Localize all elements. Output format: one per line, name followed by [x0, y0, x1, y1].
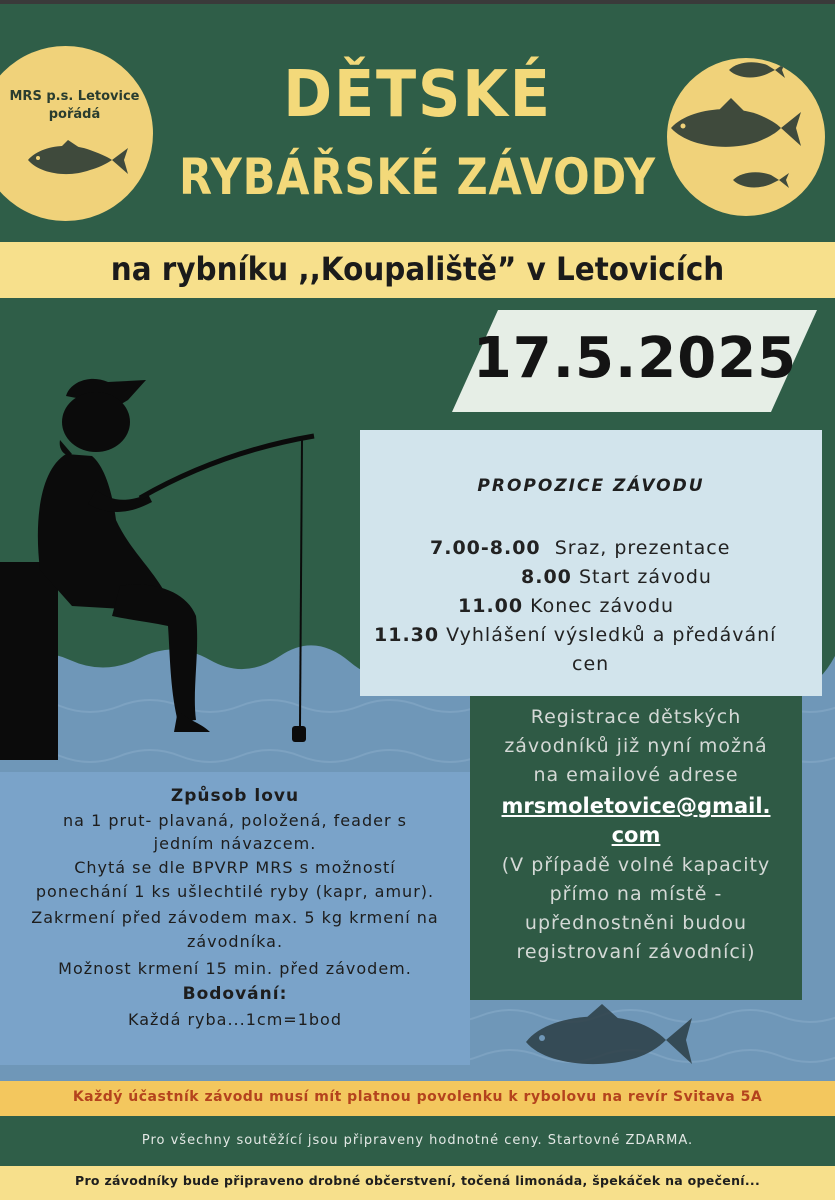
location-text: na rybníku ,,Koupaliště” v Letovicích: [110, 250, 725, 288]
registration-email-link[interactable]: mrsmoletovice@gmail.: [501, 794, 771, 818]
event-date: 17.5.2025: [472, 326, 798, 391]
schedule-title: PROPOZICE ZÁVODU: [477, 476, 705, 496]
method-line: závodníka.: [186, 932, 284, 951]
title-line-1: DĚTSKÉ: [283, 58, 552, 132]
registration-line: Registrace dětských: [530, 706, 742, 728]
registration-note: (V případě volné kapacity: [501, 854, 771, 876]
title-line-2: RYBÁŘSKÉ ZÁVODY: [179, 148, 656, 206]
registration-note: registrovaní závodníci): [516, 941, 756, 963]
registration-line: závodníků již nyní možná: [504, 735, 768, 757]
schedule-time: 11.30: [374, 624, 440, 646]
method-line: Možnost krmení 15 min. před závodem.: [58, 959, 412, 978]
registration-note: přímo na místě -: [549, 883, 723, 905]
method-line: Zakrmení před závodem max. 5 kg krmení na: [31, 908, 439, 927]
schedule-text: Start závodu: [578, 566, 712, 588]
scoring-heading: Bodování:: [182, 984, 288, 1004]
registration-line: na emailové adrese: [533, 764, 739, 786]
schedule-time: 11.00: [458, 595, 524, 617]
top-border: [0, 0, 835, 4]
scoring-text: Každá ryba...1cm=1bod: [128, 1010, 342, 1029]
prizes-info: Pro všechny soutěžící jsou připraveny hodnotné ceny. Startovné ZDARMA.: [141, 1133, 694, 1148]
schedule-text: Konec závodu: [530, 595, 675, 617]
registration-email-link-end[interactable]: com: [611, 823, 661, 847]
schedule-continuation: cen: [572, 653, 610, 675]
schedule-row: [458, 595, 674, 617]
method-line: na 1 prut- plavaná, položená, feader s: [63, 811, 407, 830]
fishing-boy-silhouette: [0, 370, 320, 760]
schedule-row: [521, 566, 712, 588]
license-notice: Každý účastník závodu musí mít platnou povolenku k rybolovu na revír Svitava 5A: [72, 1089, 763, 1105]
fish-icon: [526, 1004, 696, 1076]
refreshments-info: Pro závodníky bude připraveno drobné občerstvení, točená limonáda, špekáček na opečení...: [75, 1173, 760, 1188]
schedule-text: Sraz, prezentace: [554, 537, 731, 559]
method-line: jedním návazcem.: [153, 834, 317, 853]
method-line: ponechání 1 ks ušlechtilé ryby (kapr, amur).: [35, 882, 435, 901]
organizer-text: MRS p.s. Letovice pořádá: [9, 89, 140, 122]
schedule-row: [430, 537, 730, 559]
schedule-time: 8.00: [521, 566, 572, 588]
method-heading: Způsob lovu: [170, 786, 300, 806]
schedule-text: Vyhlášení výsledků a předávání: [446, 624, 777, 646]
schedule-row: [374, 624, 776, 646]
method-line: Chytá se dle BPVRP MRS s možností: [74, 858, 396, 877]
schedule-time: 7.00-8.00: [430, 537, 541, 559]
registration-note: upřednostněni budou: [524, 912, 748, 934]
